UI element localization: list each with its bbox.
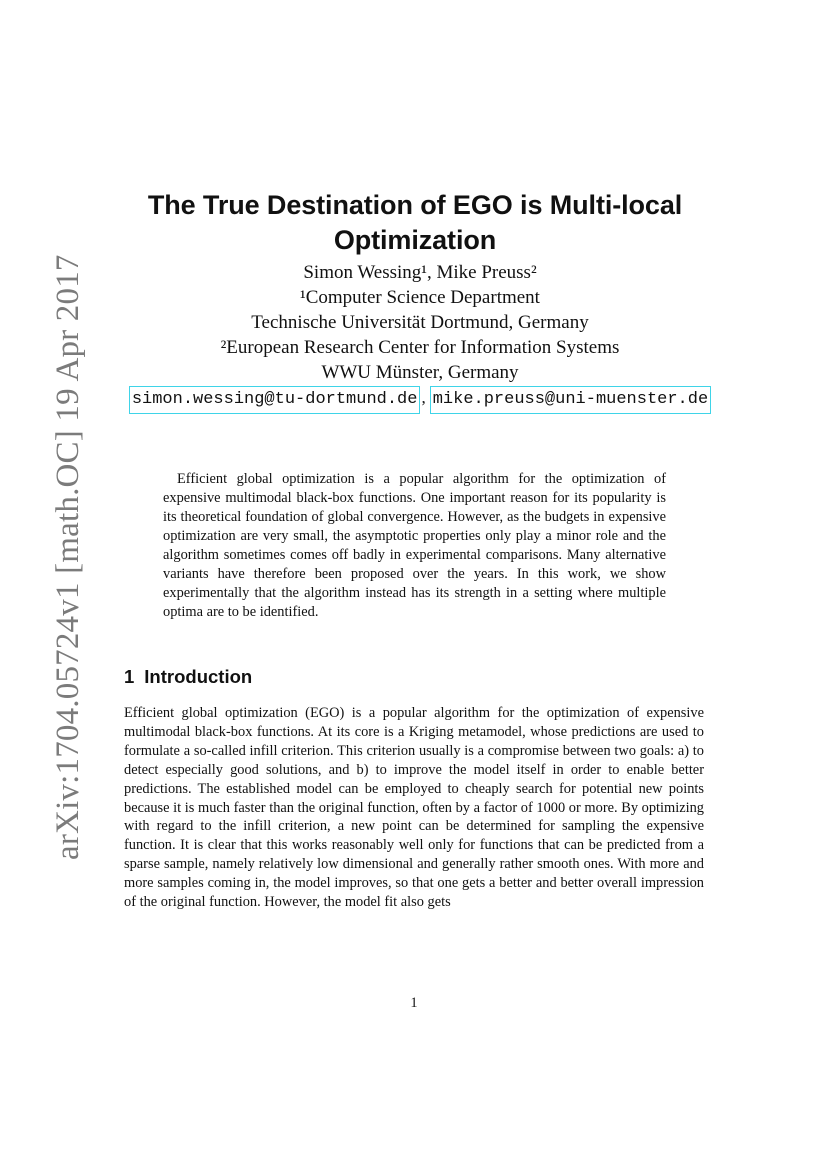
paper-title-line-1: The True Destination of EGO is Multi-local — [147, 190, 683, 221]
affiliation-1-department: ¹Computer Science Department — [300, 287, 540, 308]
arxiv-identifier-stamp — [16, 254, 86, 860]
email-link-wessing[interactable]: simon.wessing@tu-dortmund.de — [129, 386, 421, 414]
author-names: Simon Wessing¹, Mike Preuss² — [303, 262, 537, 283]
section-number: 1 — [124, 666, 135, 687]
author-emails — [80, 384, 760, 414]
affiliation-2-university: WWU Münster, Germany — [321, 362, 519, 383]
author-block — [100, 260, 740, 385]
affiliation-1-university: Technische Universität Dortmund, Germany — [251, 312, 589, 333]
paper-title — [120, 188, 710, 258]
section-heading-introduction — [124, 664, 252, 690]
arxiv-identifier-text: arXiv:1704.05724v1 [math.OC] 19 Apr 2017 — [50, 254, 86, 860]
email-link-preuss[interactable]: mike.preuss@uni-muenster.de — [430, 386, 711, 414]
affiliation-2-center: ²European Research Center for Information Systems — [220, 337, 620, 358]
section-title: Introduction — [144, 666, 253, 687]
email-separator: , — [421, 388, 426, 407]
abstract: Efficient global optimization is a popular algorithm for the optimization of expensive multimodal black-box functions. One important reason for its popularity is its theoretical foundation of global convergence. However, as the budgets in expensive optimization are very small, the asymptotic properties only play a minor role and the algorithm sometimes comes off badly in experimental comparisons. Many alternative variants have therefore been proposed over the years. In this work, we show experimentally that the algorithm instead has its strength in a setting where multiple optima are to be identified. — [163, 471, 666, 620]
page-number: 1 — [410, 995, 418, 1011]
introduction-paragraph: Efficient global optimization (EGO) is a popular algorithm for the optimization of expensive multimodal black-box functions. At its core is a Kriging metamodel, whose predictions are used to formulate a so-called infill criterion. This criterion usually is a compromise between two goals: a) to detect especially good solutions, and b) to improve the model itself in order to enable better predictions. The established model can be employed to cheaply search for potential new points because it is much faster than the original function, often by a factor of 1000 or more. By optimizing with regard to the infill criterion, a new point can be determined for sampling the expensive function. It is clear that this works reasonably well only for functions that can be predicted from a sparse sample, namely relatively low dimensional and generally rather smooth ones. With more and more samples coming in, the model improves, so that one gets a better and better overall impression of the original function. However, the model fit also gets — [124, 705, 704, 911]
paper-title-line-2: Optimization — [333, 225, 497, 256]
